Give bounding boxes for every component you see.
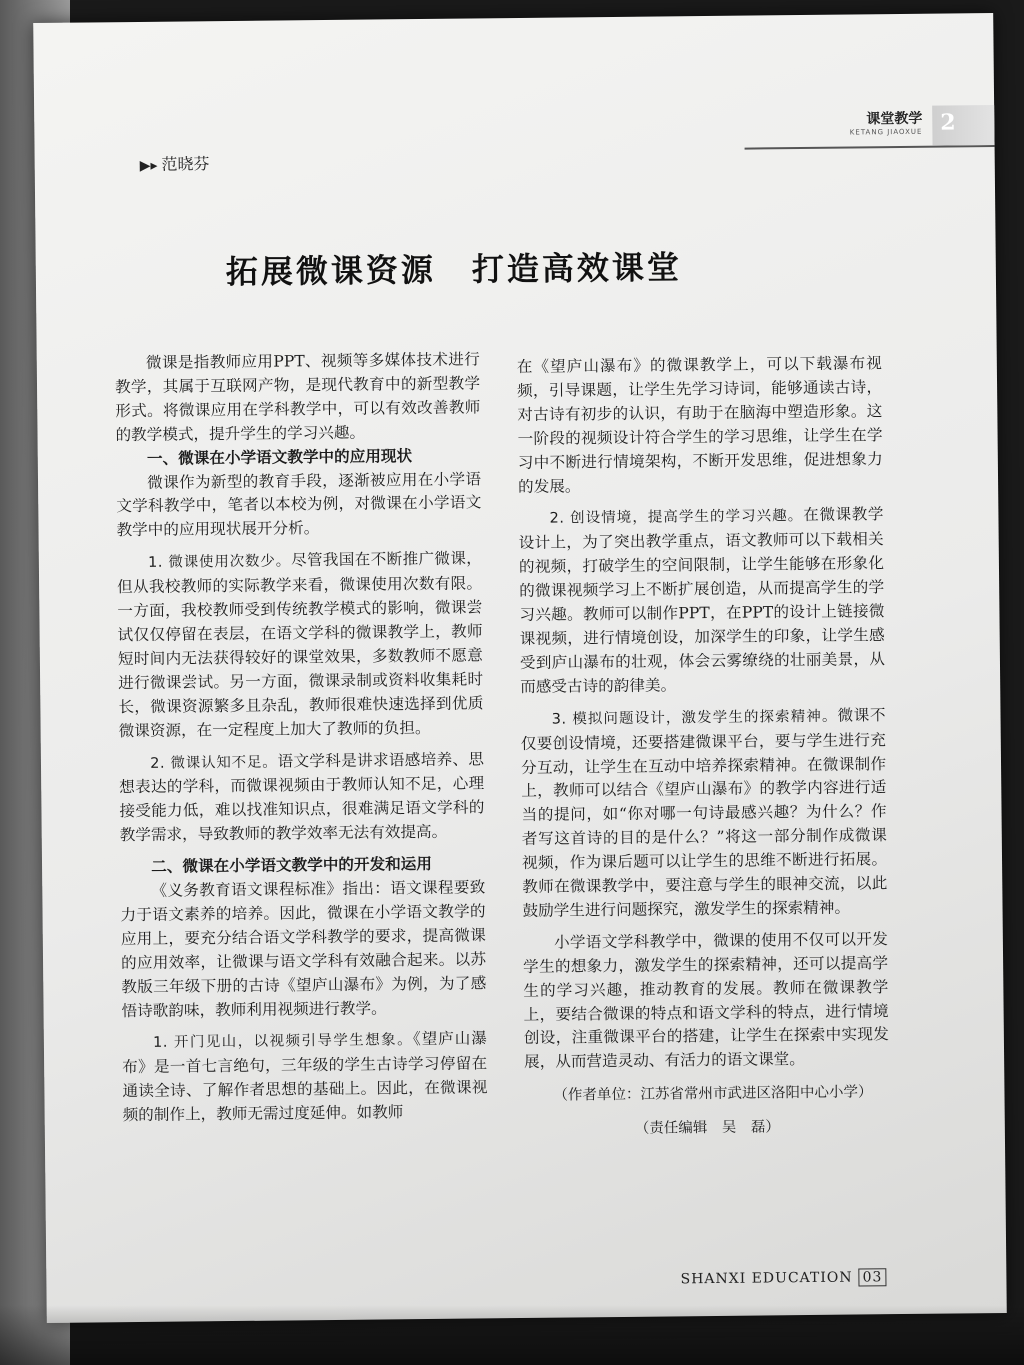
right-column [517, 352, 890, 1143]
point-text: 在微课教学设计上，为了突出教学重点，语文教师可以下载相关的视频，打破学生的空间限制，让学生能够在形象化的微课视频学习上不断扩展创造，从而提高学生的学习兴趣。教师可以制作PPT，在PPT的设计上链接微课视频，进行情境创设，加深学生的印象，让学生感受到庐山瀑布的壮观，体会云雾缭绕的壮丽美景，从而感受古诗的韵律美。 [518, 505, 886, 696]
responsible-editor: （责任编辑 吴 磊） [634, 1119, 780, 1138]
journal-name: SHANXI EDUCATION [680, 1269, 853, 1288]
paragraph: 《义务教育语文课程标准》指出：语文课程要致力于语文素养的培养。因此，微课在小学语文教学的应用上，要充分结合语文学科教学的要求，提高微课的应用效率，让微课与语文学科有效融合起来。以苏教版三年级下册的古诗《望庐山瀑布》为例，为了感悟诗歌韵味，教师利用视频进行教学。 [120, 878, 487, 1020]
paragraph [122, 1028, 488, 1128]
magazine-page [33, 13, 1007, 1323]
section-heading-1: 一、微课在小学语文教学中的应用现状 [146, 446, 413, 468]
author-affiliation: （作者单位：江苏省常州市武进区洛阳中心小学） [553, 1084, 873, 1104]
title-part-1: 拓展微课资源 [225, 250, 437, 292]
section-marker [932, 105, 994, 146]
conclusion-paragraph: 小学语文学科教学中，微课的使用不仅可以开发学生的想象力，激发学生的探索精神，还可以提高学生的学习兴趣，推动教育的发展。教师在微课教学上，要结合微课的特点和语文学科的特点，进行情境创设，注重微课平台的搭建，让学生在探索中实现发展，从而营造灵动、有活力的语文课堂。 [523, 930, 889, 1072]
point-lead: 1. 开门见山，以视频引导学生想象。 [153, 1032, 414, 1052]
paragraph: 在《望庐山瀑布》的微课教学上，可以下载瀑布视频，引导课题，让学生先学习诗词，能够通读古诗，对古诗有初步的认识，有助于在脑海中塑造形象。这一阶段的视频设计符合学生的学习思维，让学生在学习中不断进行情境架构，不断开发思维，促进想象力的发展。 [516, 354, 883, 496]
paragraph [520, 704, 887, 924]
article-title [226, 242, 682, 293]
section-heading-2: 二、微课在小学语文教学中的开发和运用 [151, 855, 433, 876]
point-text: 语文学科是讲求语感培养、思想表达的学科，而微课视频由于教师认知不足，心理接受能力低，难以找准知识点，很难满足语文学科的教学需求，导致教师的教学效率无法有效提高。 [119, 749, 485, 845]
point-text: 《望庐山瀑布》是一首七言绝句，三年级的学生古诗学习停留在通读全诗、了解作者思想的基础上。因此，在微课视频的制作上，教师无需过度延伸。如教师 [122, 1029, 488, 1125]
paragraph [117, 548, 484, 744]
paragraph [119, 748, 485, 848]
point-lead: 3. 模拟问题设计，激发学生的探索精神。 [551, 708, 838, 728]
title-part-2: 打造高效课堂 [471, 248, 683, 289]
page-number: 03 [858, 1268, 886, 1286]
intro-paragraph: 微课是指教师应用PPT、视频等多媒体技术进行教学，其属于互联网产物，是现代教育中的新型教学形式。将微课应用在学科教学中，可以有效改善教师的教学模式，提升学生的学习兴趣。 [114, 350, 481, 444]
point-text: 微课不仅要创设情境，还要搭建微课平台，要与学生进行充分互动，让学生在互动中培养探索精神。在微课制作上，教师可以结合《望庐山瀑布》的教学内容进行适当的提问，如“你对哪一句诗最感兴趣？为什么？作者写这首诗的目的是什么？”将这一部分制作成微课视频，作为课后题可以让学生的思维不断进行拓展。教师在微课教学中，要注意与学生的眼神交流，以此鼓励学生进行问题探究，激发学生的探索精神。 [520, 705, 888, 920]
page-footer [680, 1268, 886, 1288]
point-lead: 2. 创设情境，提高学生的学习兴趣。 [549, 508, 804, 528]
section-marker-number: 2 [940, 109, 956, 136]
point-text: 尽管我国在不断推广微课，但从我校教师的实际教学来看，微课使用次数有限。一方面，我校教师受到传统教学模式的影响，微课尝试仅仅停留在表层，在语文学科的微课教学上，教师短时间内无法获得较好的课堂效果，多数教师不愿意进行微课尝试。另一方面，微课录制或资料收集耗时长，微课资源繁多且杂乱，教师很难快速选择到优质微课资源，在一定程度上加大了教师的负担。 [117, 549, 484, 740]
section-title: 课堂教学 [866, 110, 923, 128]
paragraph: 微课作为新型的教育手段，逐渐被应用在小学语文学科教学中，笔者以本校为例，对微课在小学语文教学中的应用现状展开分析。 [116, 469, 482, 540]
triangle-arrow-icon: ▶▸ [139, 157, 158, 174]
left-column [115, 348, 488, 1128]
section-title-pinyin: KETANG JIAOXUE [849, 127, 923, 137]
point-lead: 2. 微课认知不足。 [150, 754, 278, 772]
paragraph [518, 504, 885, 700]
author-line [140, 151, 210, 175]
section-header [744, 105, 994, 150]
author-name: 范晓芬 [161, 154, 210, 174]
point-lead: 1. 微课使用次数少。 [147, 553, 292, 572]
photo-shadow [0, 1305, 1024, 1365]
